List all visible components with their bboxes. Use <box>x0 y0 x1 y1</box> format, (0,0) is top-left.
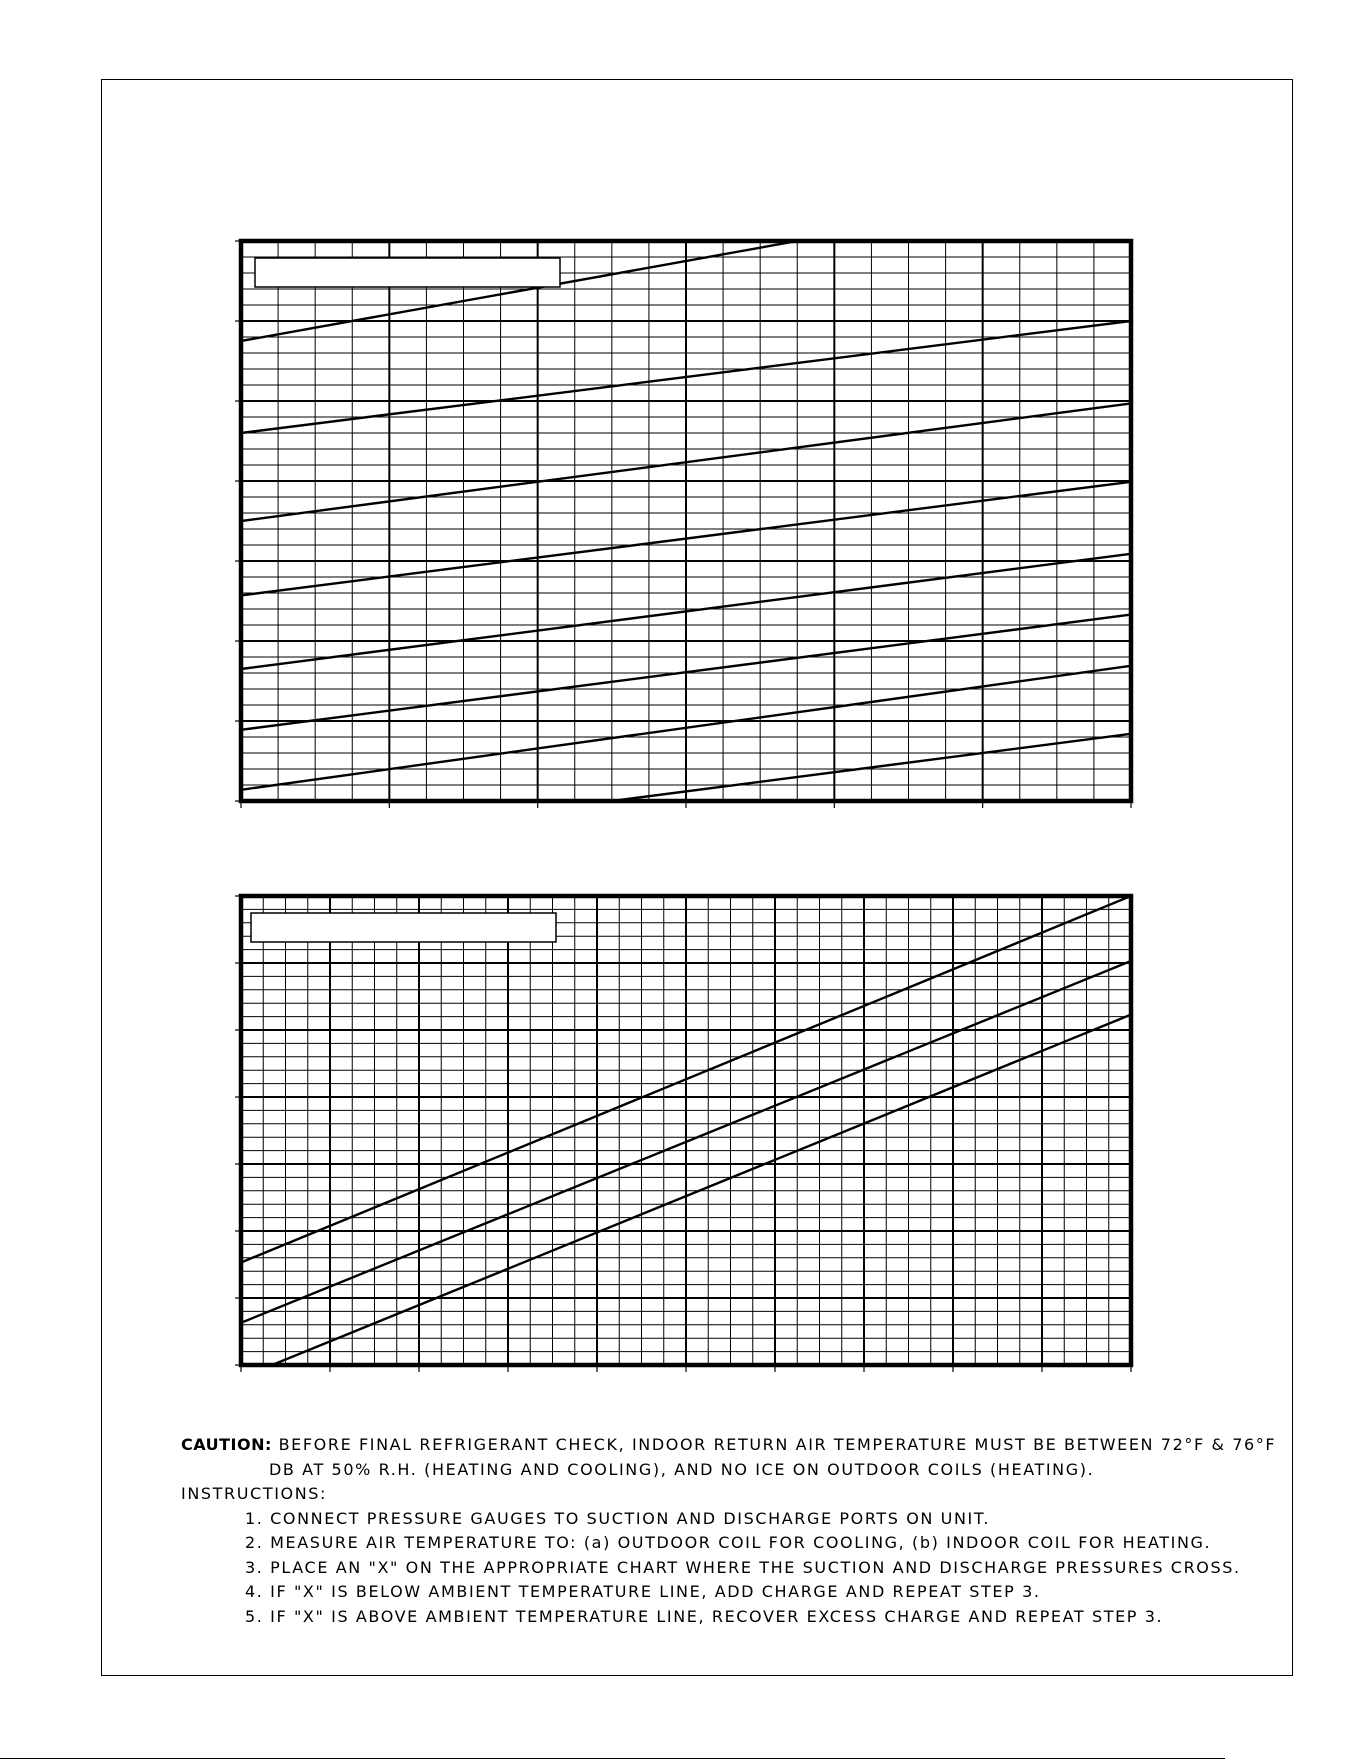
caution-line-1 <box>181 1433 1277 1458</box>
instructions-heading: INSTRUCTIONS: <box>181 1484 328 1503</box>
caution-text-1: BEFORE FINAL REFRIGERANT CHECK, INDOOR RETURN AIR TEMPERATURE MUST BE BETWEEN 72°F & 76°F <box>278 1435 1277 1454</box>
instruction-step: 2. MEASURE AIR TEMPERATURE TO: (a) OUTDOOR COIL FOR COOLING, (b) INDOOR COIL FOR HEATING. <box>245 1533 1212 1552</box>
chart-title-box <box>251 913 556 942</box>
instruction-step: 5. IF "X" IS ABOVE AMBIENT TEMPERATURE LINE, RECOVER EXCESS CHARGE AND REPEAT STEP 3. <box>245 1606 1164 1626</box>
caution-label: CAUTION: <box>181 1435 272 1454</box>
charging-instructions <box>181 1433 1277 1629</box>
instruction-step: 4. IF "X" IS BELOW AMBIENT TEMPERATURE LINE, ADD CHARGE AND REPEAT STEP 3. <box>245 1582 1041 1601</box>
caution-text-2: DB AT 50% R.H. (HEATING AND COOLING), AND NO ICE ON OUTDOOR COILS (HEATING). <box>269 1459 1095 1479</box>
instruction-step: 3. PLACE AN "X" ON THE APPROPRIATE CHART WHERE THE SUCTION AND DISCHARGE PRESSURES CROSS. <box>245 1557 1241 1577</box>
ambient-temperature-line <box>272 1015 1131 1365</box>
page-bottom-rule <box>0 1758 1225 1759</box>
instruction-step: 1. CONNECT PRESSURE GAUGES TO SUCTION AND DISCHARGE PORTS ON UNIT. <box>245 1508 991 1528</box>
